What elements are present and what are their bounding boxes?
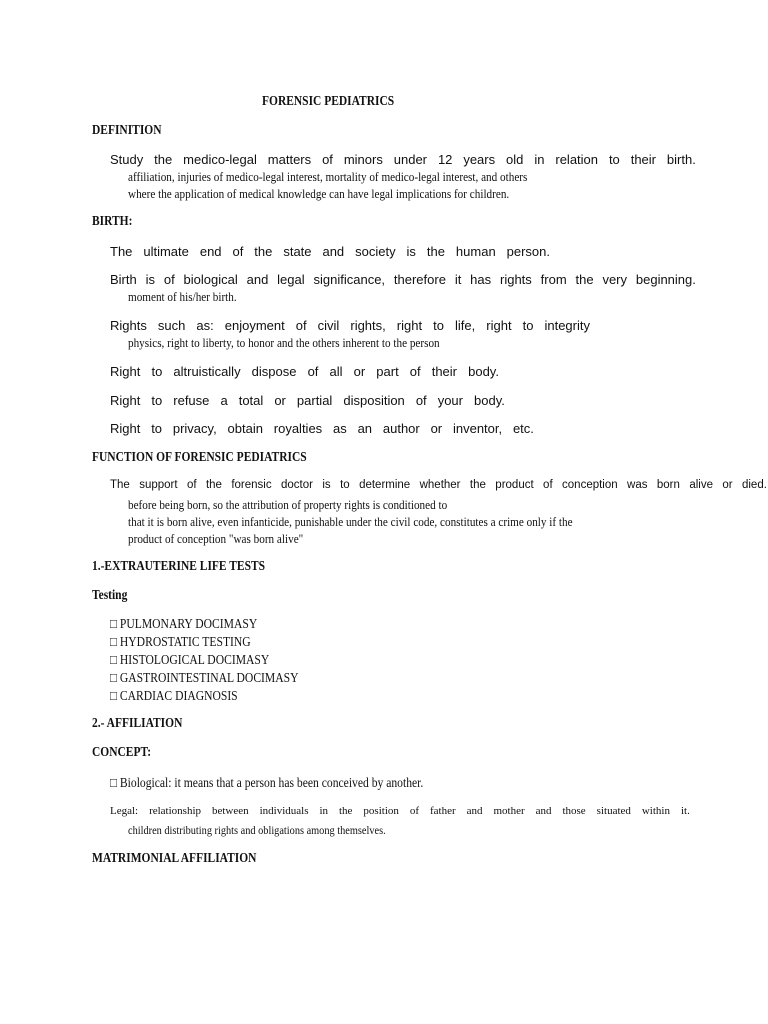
word: privacy, [172,421,217,436]
checkbox-glyph-icon: □ [110,634,118,649]
word: it. [680,805,690,817]
word: relation [555,152,599,167]
function-line-1 [110,479,767,491]
word: to [151,421,163,436]
word: state [283,244,312,259]
function-line-2: before being born, so the attribution of property rights is conditioned to [128,497,448,512]
word: royalties [273,421,323,436]
word: of [409,364,421,379]
word: of [232,244,244,259]
word: legal [277,272,305,287]
word: part [376,364,399,379]
word: very [602,272,628,287]
word: or [430,421,443,436]
word: born [656,479,680,491]
word: was [627,479,648,491]
definition-line-1 [110,152,696,167]
word: matters [267,152,312,167]
biological-concept: □ Biological: it means that a person has been conceived by another. [110,775,424,790]
word: is [322,479,331,491]
word: within [641,805,670,817]
birth-paragraph-6 [110,421,534,436]
word: The [110,244,133,259]
legal-concept-line-1 [110,805,690,817]
word: body. [468,364,499,379]
word: an [357,421,373,436]
word: Study [110,152,144,167]
word: to [151,364,163,379]
word: of [415,393,427,408]
birth-heading: BIRTH: [92,214,133,229]
list-item: □ PULMONARY DOCIMASY [110,616,258,631]
concept-heading: CONCEPT: [92,745,152,760]
word: died. [741,479,767,491]
word: Right [110,393,141,408]
word: body. [474,393,505,408]
word: to [151,393,163,408]
word: of [163,272,175,287]
word: alive [689,479,713,491]
word: disposition [343,393,405,408]
function-line-3: that it is born alive, even infanticide, punishable under the civil code, constitutes a crime only if the [128,514,573,529]
word: minors [343,152,383,167]
word: years [463,152,496,167]
word: civil [317,318,340,333]
word: to [433,318,444,333]
word: it [454,272,462,287]
word: integrity [544,318,590,333]
word: product [495,479,534,491]
testing-subheading: Testing [92,588,128,603]
word: biological [183,272,238,287]
word: the [469,479,486,491]
word: significance, [313,272,386,287]
word: situated [596,805,631,817]
definition-heading: DEFINITION [92,123,162,138]
word: the [154,152,173,167]
word: or [722,479,733,491]
word: or [353,364,366,379]
word: of [543,479,553,491]
birth-paragraph-2-line-2: moment of his/her birth. [128,289,237,304]
word: beginning. [635,272,696,287]
word: their [431,364,458,379]
word: therefore [393,272,446,287]
word: ultimate [143,244,189,259]
function-line-4: product of conception "was born alive" [128,531,304,546]
word: refuse [173,393,210,408]
word: Right [110,421,141,436]
birth-paragraph-1 [110,244,550,259]
word: such [157,318,186,333]
word: inventor, [452,421,503,436]
birth-paragraph-3-line-2: physics, right to liberty, to honor and the others inherent to the person [128,335,440,350]
word: whether [419,479,461,491]
word: is [145,272,155,287]
word: in [319,805,329,817]
birth-paragraph-2-line-1 [110,272,696,287]
word: mother [493,805,525,817]
word: end [199,244,222,259]
word: a [220,393,228,408]
document-title: FORENSIC PEDIATRICS [262,94,395,109]
word: of [409,805,420,817]
word: father [429,805,456,817]
word: your [437,393,463,408]
word: the [254,244,273,259]
list-item: □ CARDIAC DIAGNOSIS [110,688,238,703]
word: doctor [281,479,313,491]
word: person. [506,244,550,259]
word: society [355,244,396,259]
word: The [110,479,130,491]
word: human [455,244,496,259]
extrauterine-heading: 1.-EXTRAUTERINE LIFE TESTS [92,559,266,574]
list-item: □ HISTOLOGICAL DOCIMASY [110,652,270,667]
word: birth. [666,152,696,167]
checkbox-glyph-icon: □ [110,688,118,703]
word: from [540,272,567,287]
word: Legal: [110,805,139,817]
word: as [333,421,347,436]
word: right [486,318,512,333]
word: has [470,272,492,287]
birth-paragraph-5 [110,393,505,408]
word: those [562,805,586,817]
word: forensic [231,479,272,491]
word: and [466,805,483,817]
word: between [211,805,249,817]
checkbox-glyph-icon: □ [110,775,118,790]
list-item: □ GASTROINTESTINAL DOCIMASY [110,670,299,685]
list-item: □ HYDROSTATIC TESTING [110,634,251,649]
word: old [506,152,524,167]
word: enjoyment [224,318,285,333]
word: of [295,318,307,333]
word: Rights [110,318,147,333]
word: author [382,421,420,436]
checkbox-glyph-icon: □ [110,670,118,685]
word: to [608,152,620,167]
word: or [274,393,286,408]
definition-line-3: where the application of medical knowledge can have legal implications for children. [128,186,510,201]
word: support [139,479,178,491]
word: life, [455,318,476,333]
word: the [426,244,445,259]
definition-line-2: affiliation, injuries of medico-legal interest, mortality of medico-legal interest, and others [128,169,528,184]
word: rights, [350,318,386,333]
word: is [406,244,416,259]
word: the [575,272,594,287]
word: partial [296,393,333,408]
word: rights [500,272,532,287]
word: and [322,244,345,259]
word: conception [562,479,618,491]
word: right [396,318,423,333]
word: and [246,272,269,287]
checkbox-glyph-icon: □ [110,616,118,631]
word: the [339,805,353,817]
word: relationship [149,805,202,817]
birth-paragraph-4 [110,364,499,379]
word: total [238,393,264,408]
word: and [535,805,552,817]
word: 12 [437,152,453,167]
affiliation-heading: 2.- AFFILIATION [92,716,183,731]
word: all [329,364,343,379]
word: the [205,479,222,491]
word: dispose [251,364,297,379]
word: Birth [110,272,137,287]
word: as: [196,318,214,333]
word: determine [359,479,411,491]
word: position [363,805,399,817]
word: medico-legal [183,152,257,167]
legal-concept-line-2: children distributing rights and obligations among themselves. [128,823,386,837]
word: in [534,152,545,167]
word: to [340,479,350,491]
word: under [393,152,428,167]
word: to [522,318,534,333]
word: etc. [512,421,534,436]
word: their [630,152,656,167]
word: individuals [259,805,309,817]
matrimonial-heading: MATRIMONIAL AFFILIATION [92,851,257,866]
word: of [186,479,197,491]
word: Right [110,364,141,379]
function-heading: FUNCTION OF FORENSIC PEDIATRICS [92,450,307,465]
word: altruistically [173,364,241,379]
checkbox-glyph-icon: □ [110,652,118,667]
word: of [322,152,333,167]
word: obtain [227,421,263,436]
birth-paragraph-3-line-1 [110,318,590,333]
word: of [307,364,319,379]
